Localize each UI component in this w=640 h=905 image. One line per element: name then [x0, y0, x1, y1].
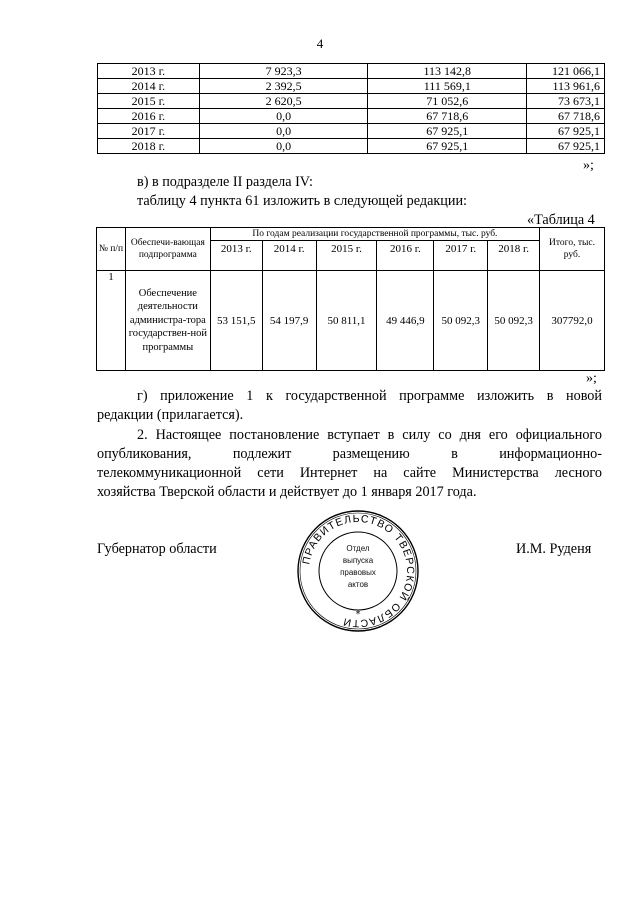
seal-star-icon: *: [355, 609, 361, 620]
table-row: [98, 64, 605, 79]
table-cell: 2016 г.: [98, 109, 200, 124]
table-cell: 0,0: [199, 109, 368, 124]
closing-quote: »;: [583, 158, 594, 173]
official-seal: [296, 509, 420, 633]
seal-center-line: правовых: [340, 568, 376, 577]
row-value: 53 151,5: [210, 271, 262, 371]
table-cell: 7 923,3: [199, 64, 368, 79]
table-cell: 67 925,1: [368, 124, 527, 139]
header-year: 2017 г.: [434, 241, 488, 271]
header-number: № п/п: [97, 228, 126, 271]
table-4: [96, 227, 605, 371]
table-row: [98, 94, 605, 109]
signature-name: И.М. Руденя: [516, 541, 592, 557]
row-total: 307792,0: [540, 271, 605, 371]
header-year: 2018 г.: [488, 241, 540, 271]
table-cell: 2015 г.: [98, 94, 200, 109]
table-cell: 121 066,1: [527, 64, 605, 79]
table-cell: 0,0: [199, 139, 368, 154]
seal-ring-text: ПРАВИТЕЛЬСТВО ТВЕРСКОЙ ОБЛАСТИ: [300, 512, 417, 630]
table-cell: 2 620,5: [199, 94, 368, 109]
table-row: [98, 124, 605, 139]
header-year: 2015 г.: [316, 241, 377, 271]
funding-table-continuation: [97, 63, 605, 154]
closing-quote-2: »;: [586, 371, 597, 386]
table-cell: 2018 г.: [98, 139, 200, 154]
table-cell: 2017 г.: [98, 124, 200, 139]
table-cell: 0,0: [199, 124, 368, 139]
table-cell: 2014 г.: [98, 79, 200, 94]
table-cell: 73 673,1: [527, 94, 605, 109]
paragraph-g-line2: редакции (прилагается).: [97, 407, 244, 423]
table-cell: 113 142,8: [368, 64, 527, 79]
paragraph-v-line1: в) в подразделе II раздела IV:: [137, 174, 313, 190]
seal-center-line: актов: [347, 580, 369, 589]
table-cell: 67 925,1: [368, 139, 527, 154]
table-caption: «Таблица 4: [527, 212, 595, 228]
row-value: 54 197,9: [262, 271, 316, 371]
table-cell: 67 925,1: [527, 124, 605, 139]
table-row: [98, 139, 605, 154]
seal-center-line: Отдел: [346, 544, 370, 553]
header-year: 2014 г.: [262, 241, 316, 271]
row-value: 50 092,3: [488, 271, 540, 371]
row-subprogram-name: Обеспечение деятельности администра-тора государствен-ной программы: [125, 271, 210, 371]
paragraph-2-line4: хозяйства Тверской области и действует до 1 января 2017 года.: [97, 484, 477, 500]
row-value: 49 446,9: [377, 271, 434, 371]
signature-title: Губернатор области: [97, 541, 217, 557]
table-row: [98, 79, 605, 94]
table-cell: 2 392,5: [199, 79, 368, 94]
header-subprogram: Обеспечи-вающая подпрограмма: [125, 228, 210, 271]
row-value: 50 811,1: [316, 271, 377, 371]
seal-center-text: [330, 543, 386, 591]
row-value: 50 092,3: [434, 271, 488, 371]
table-cell: 67 718,6: [527, 109, 605, 124]
paragraph-2-line1: 2. Настоящее постановление вступает в силу со дня его официального: [137, 427, 602, 443]
paragraph-2-line2: опубликования, подлежит размещению в информационно-: [97, 446, 602, 462]
page-number: 4: [316, 36, 324, 51]
table-cell: 111 569,1: [368, 79, 527, 94]
paragraph-g-line1: г) приложение 1 к государственной программе изложить в новой: [137, 388, 602, 404]
header-year: 2013 г.: [210, 241, 262, 271]
table-cell: 113 961,6: [527, 79, 605, 94]
table-row: [98, 109, 605, 124]
table-cell: 67 718,6: [368, 109, 527, 124]
header-years-group: По годам реализации государственной программы, тыс. руб.: [210, 228, 539, 241]
seal-center-line: выпуска: [342, 556, 374, 565]
header-year: 2016 г.: [377, 241, 434, 271]
header-total: Итого, тыс. руб.: [540, 228, 605, 271]
table-cell: 67 925,1: [527, 139, 605, 154]
row-number: 1: [97, 271, 126, 371]
table-cell: 2013 г.: [98, 64, 200, 79]
paragraph-v-line2: таблицу 4 пункта 61 изложить в следующей редакции:: [137, 193, 467, 209]
table-cell: 71 052,6: [368, 94, 527, 109]
paragraph-2-line3: телекоммуникационной сети Интернет на сайте Министерства лесного: [97, 465, 602, 481]
